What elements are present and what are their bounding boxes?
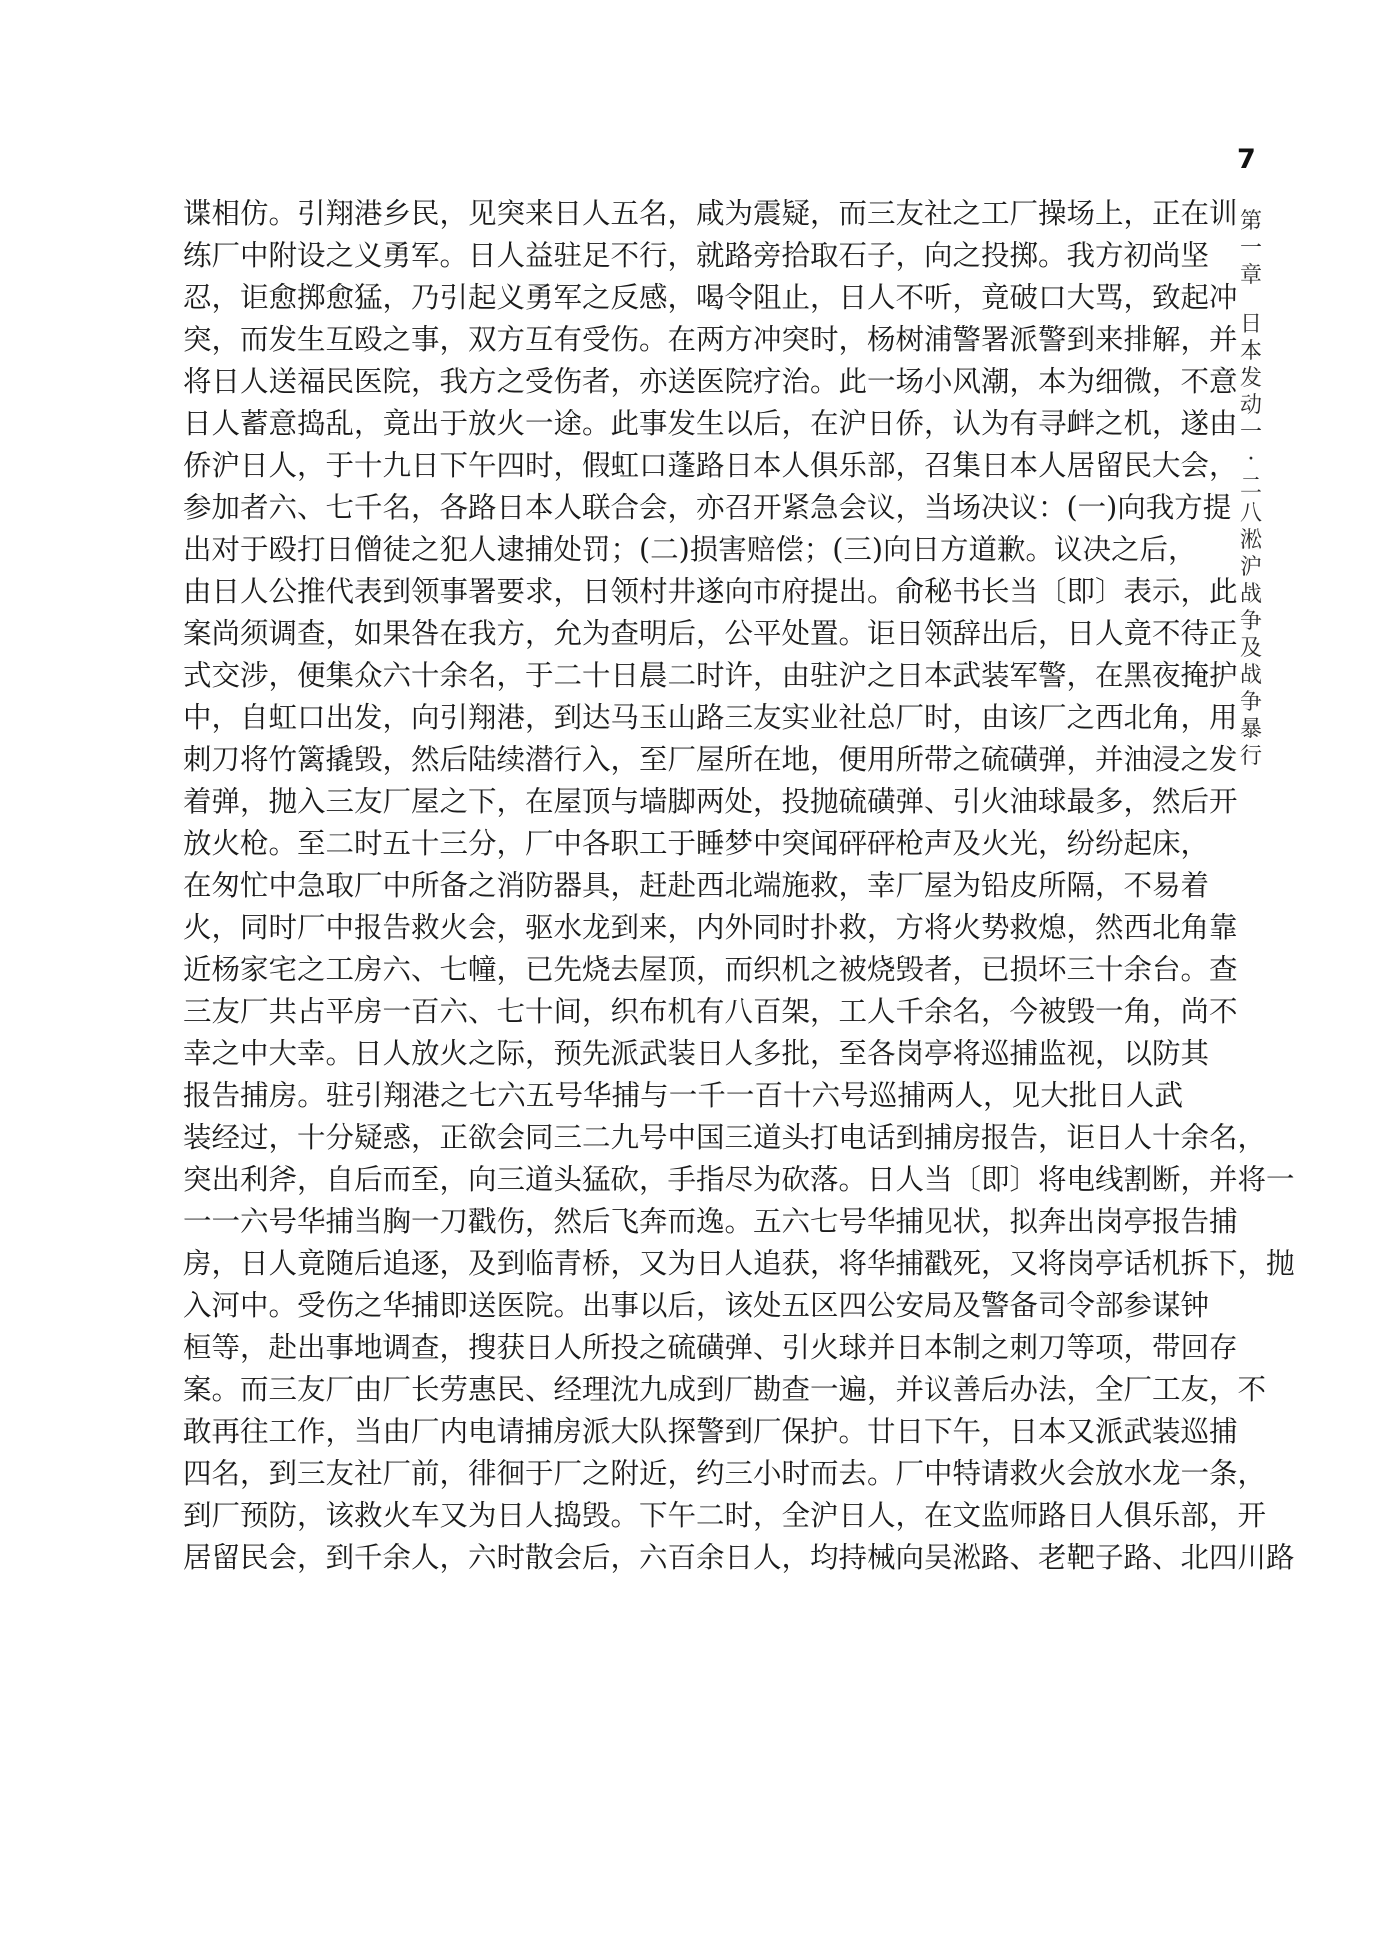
text-line: 练厂中附设之义勇军。日人益驻足不行，就路旁拾取石子，向之投掷。我方初尚坚 bbox=[183, 239, 1210, 272]
text-line: 敢再往工作，当由厂内电请捕房派大队探警到厂保护。廿日下午，日本又派武装巡捕 bbox=[183, 1415, 1238, 1448]
text-line: 中，自虹口出发，向引翔港，到达马玉山路三友实业社总厂时，由该厂之西北角，用 bbox=[183, 701, 1238, 734]
header-char: 暴 bbox=[1239, 717, 1262, 742]
header-char: 发 bbox=[1239, 366, 1262, 391]
header-char: 动 bbox=[1239, 393, 1262, 418]
running-header-title bbox=[1236, 311, 1266, 770]
text-line: 桓等，赴出事地调查，搜获日人所投之硫磺弹、引火球并日本制之刺刀等项，带回存 bbox=[183, 1331, 1238, 1364]
header-char: 一 bbox=[1239, 420, 1262, 445]
header-char: 及 bbox=[1239, 636, 1262, 661]
text-line: 日人蓄意捣乱，竟出于放火一途。此事发生以后，在沪日侨，认为有寻衅之机，遂由 bbox=[183, 407, 1238, 440]
header-char: · bbox=[1247, 447, 1255, 472]
running-header bbox=[1236, 208, 1266, 770]
header-char: 争 bbox=[1239, 690, 1262, 715]
text-line: 谍相仿。引翔港乡民，见突来日人五名，咸为震疑，而三友社之工厂操场上，正在训 bbox=[183, 197, 1238, 230]
running-header-chapter bbox=[1236, 208, 1266, 289]
text-line: 到厂预防，该救火车又为日人捣毁。下午二时，全沪日人，在文监师路日人俱乐部，开 bbox=[183, 1499, 1267, 1532]
header-char: 沪 bbox=[1239, 555, 1262, 580]
text-line: 式交涉，便集众六十余名，于二十日晨二时许，由驻沪之日本武装军警，在黑夜掩护 bbox=[183, 659, 1238, 692]
text-line: 幸之中大幸。日人放火之际，预先派武装日人多批，至各岗亭将巡捕监视，以防其 bbox=[183, 1037, 1210, 1070]
text-line: 忍，讵愈掷愈猛，乃引起义勇军之反感，喝令阻止，日人不听，竟破口大骂，致起冲 bbox=[183, 281, 1238, 314]
header-char: 战 bbox=[1239, 582, 1262, 607]
text-line: 案尚须调查，如果咎在我方，允为查明后，公平处置。讵日领辞出后，日人竟不待正 bbox=[183, 617, 1238, 650]
text-line: 居留民会，到千余人，六时散会后，六百余日人，均持械向吴淞路、老靶子路、北四川路 bbox=[183, 1541, 1295, 1574]
text-line: 近杨家宅之工房六、七幢，已先烧去屋顶，而织机之被烧毁者，已损坏三十余台。查 bbox=[183, 953, 1238, 986]
text-line: 在匆忙中急取厂中所备之消防器具，赶赴西北端施救，幸厂屋为铅皮所隔，不易着 bbox=[183, 869, 1210, 902]
text-line: 火，同时厂中报告救火会，驱水龙到来，内外同时扑救，方将火势救熄，然西北角靠 bbox=[183, 911, 1238, 944]
text-line: 参加者六、七千名，各路日本人联合会，亦召开紧急会议，当场决议：(一)向我方提 bbox=[183, 491, 1232, 524]
body-text bbox=[183, 193, 1295, 1579]
text-line: 房，日人竟随后追逐，及到临青桥，又为日人追获，将华捕戳死，又将岗亭话机拆下，抛 bbox=[183, 1247, 1295, 1280]
text-line: 出对于殴打日僧徒之犯人逮捕处罚；(二)损害赔偿；(三)向日方道歉。议决之后， bbox=[183, 533, 1197, 566]
text-line: 三友厂共占平房一百六、七十间，织布机有八百架，工人千余名，今被毁一角，尚不 bbox=[183, 995, 1238, 1028]
text-line: 突，而发生互殴之事，双方互有受伤。在两方冲突时，杨树浦警署派警到来排解，并 bbox=[183, 323, 1238, 356]
header-char: 行 bbox=[1239, 744, 1262, 769]
text-line: 报告捕房。驻引翔港之七六五号华捕与一千一百十六号巡捕两人，见大批日人武 bbox=[183, 1079, 1183, 1112]
header-char: 日 bbox=[1239, 312, 1262, 337]
text-line: 由日人公推代表到领事署要求，日领村井遂向市府提出。俞秘书长当〔即〕表示，此 bbox=[183, 575, 1238, 608]
header-char: 八 bbox=[1239, 501, 1262, 526]
header-char: 章 bbox=[1239, 263, 1262, 288]
text-line: 放火枪。至二时五十三分，厂中各职工于睡梦中突闻砰砰枪声及火光，纷纷起床， bbox=[183, 827, 1210, 860]
header-char: 二 bbox=[1239, 474, 1262, 499]
text-line: 侨沪日人，于十九日下午四时，假虹口蓬路日本人俱乐部，召集日本人居留民大会， bbox=[183, 449, 1238, 482]
header-char: 争 bbox=[1239, 609, 1262, 634]
text-line: 四名，到三友社厂前，徘徊于厂之附近，约三小时而去。厂中特请救火会放水龙一条， bbox=[183, 1457, 1267, 1490]
header-char: 淞 bbox=[1239, 528, 1262, 553]
text-line: 案。而三友厂由厂长劳惠民、经理沈九成到厂勘查一遍，并议善后办法，全厂工友，不 bbox=[183, 1373, 1267, 1406]
header-char: 本 bbox=[1239, 339, 1262, 364]
text-line: 装经过，十分疑惑，正欲会同三二九号中国三道头打电话到捕房报告，讵日人十余名， bbox=[183, 1121, 1267, 1154]
text-line: 一一六号华捕当胸一刀戳伤，然后飞奔而逸。五六七号华捕见状，拟奔出岗亭报告捕 bbox=[183, 1205, 1238, 1238]
header-char: 战 bbox=[1239, 663, 1262, 688]
text-line: 着弹，抛入三友厂屋之下，在屋顶与墙脚两处，投抛硫磺弹、引火油球最多，然后开 bbox=[183, 785, 1238, 818]
header-char: 第 bbox=[1239, 209, 1262, 234]
text-line: 突出利斧，自后而至，向三道头猛砍，手指尽为砍落。日人当〔即〕将电线割断，并将一 bbox=[183, 1163, 1295, 1196]
text-line: 刺刀将竹篱撬毁，然后陆续潜行入，至厂屋所在地，便用所带之硫磺弹，并油浸之发 bbox=[183, 743, 1238, 776]
page-number: 7 bbox=[1237, 144, 1256, 175]
text-line: 将日人送福民医院，我方之受伤者，亦送医院疗治。此一场小风潮，本为细微，不意 bbox=[183, 365, 1238, 398]
running-header-gap bbox=[1236, 289, 1266, 311]
header-char: 一 bbox=[1239, 236, 1262, 261]
text-line: 入河中。受伤之华捕即送医院。出事以后，该处五区四公安局及警备司令部参谋钟 bbox=[183, 1289, 1210, 1322]
